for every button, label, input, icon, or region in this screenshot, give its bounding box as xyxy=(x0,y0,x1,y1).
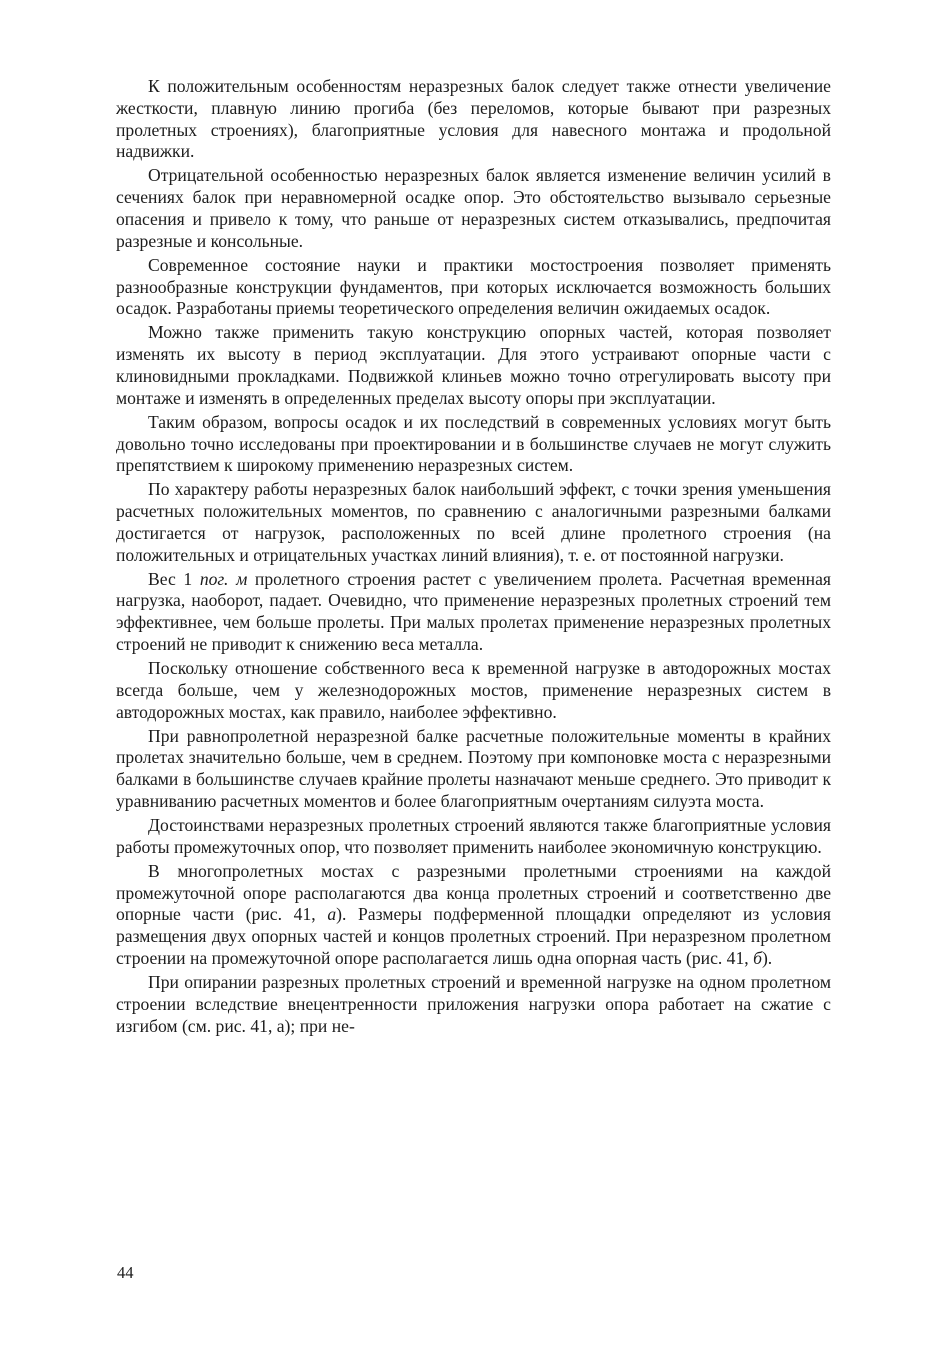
paragraph-settlement: Таким образом, вопросы осадок и их последствий в современных условиях могут быть довольно точно исследованы при проектировании и в большинстве случаев не могут служить препятствием к широкому применению неразрезных систем. xyxy=(116,411,831,476)
page-number: 44 xyxy=(117,1263,134,1282)
page-body xyxy=(116,76,831,1040)
paragraph-disadvantage: Отрицательной особенностью неразрезных балок является изменение величин усилий в сечениях балок при неравномерной осадке опор. Это обстоятельство вызывало серьезные опасения и привело к тому, что раньше от неразрезных систем отказывались, предпочитая разрезные и консольные. xyxy=(116,165,831,251)
paragraph-support-load: При опирании разрезных пролетных строений и временной нагрузке на одном пролетном строении вследствие внецентренности приложения нагрузки опора работает на сжатие с изгибом (см. рис. 41, а); при не- xyxy=(116,971,831,1036)
figure-ref-b: б xyxy=(753,947,762,968)
weight-text-after: пролетного строения растет с увеличением пролета. Расчетная временная нагрузка, наоборот, падает. Очевидно, что применение неразрезных пролетных строений тем эффективнее, чем больше пролеты. При малых пролетах применение неразрезных пролетных строений не приводит к снижению веса металла. xyxy=(116,568,831,655)
weight-text-before: Вес 1 xyxy=(148,568,200,589)
paragraph-foundations: Современное состояние науки и практики мостостроения позволяет применять разнообразные конструкции фундаментов, при которых исключается возможность больших осадок. Разработаны приемы теоретического определения величин ожидаемых осадок. xyxy=(116,254,831,319)
weight-unit-italic: пог. м xyxy=(199,568,248,589)
paragraph-equal-spans: При равнопролетной неразрезной балке расчетные положительные моменты в крайних пролетах значительно больше, чем в среднем. Поэтому при компоновке моста с неразрезными балками в большинстве случаев крайние пролеты назначают меньше среднего. Это приводит к уравниванию расчетных моментов и более благоприятным очертаниям силуэта моста. xyxy=(116,725,831,811)
figure-ref-a: а xyxy=(327,904,337,925)
paragraph-piers: Достоинствами неразрезных пролетных строений являются также благоприятные условия работы промежуточных опор, что позволяет применить наиболее экономичную конструкцию. xyxy=(116,814,831,857)
multispan-part-1: В многопролетных мостах с разрезными пролетными строениями на каждой промежуточной опоре располагаются два конца пролетных строений и соответственно две опорные части (рис. 41, xyxy=(116,860,831,925)
paragraph-weight xyxy=(116,569,831,656)
paragraph-bearings: Можно также применить такую конструкцию опорных частей, которая позволяет изменять их высоту в период эксплуатации. Для этого устраивают опорные части с клиновидными прокладками. Подвижкой клиньев можно точно отрегулировать высоту при монтаже и изменять в определенных пределах высоту опоры при эксплуатации. xyxy=(116,322,831,408)
paragraph-load-effect: По характеру работы неразрезных балок наибольший эффект, с точки зрения уменьшения расчетных положительных моментов, по сравнению с аналогичными разрезными балками достигается от нагрузок, расположенных по всей длине пролетного строения (на положительных и отрицательных участках линий влияния), т. е. от постоянной нагрузки. xyxy=(116,479,831,565)
paragraph-advantages: К положительным особенностям неразрезных балок следует также отнести увеличение жесткости, плавную линию прогиба (без переломов, которые бывают при разрезных пролетных строениях), благоприятные условия для навесного монтажа и продольной надвижки. xyxy=(116,76,831,162)
multispan-part-2: ). Размеры подферменной площадки определяют из условия размещения двух опорных частей и концов пролетных строений. При неразрезном пролетном строении на промежуточной опоре располагается лишь одна опорная часть (рис. 41, xyxy=(116,904,831,968)
paragraph-road-bridges: Поскольку отношение собственного веса к временной нагрузке в автодорожных мостах всегда больше, чем у железнодорожных мостов, применение неразрезных систем в автодорожных мостах, как правило, наиболее эффективно. xyxy=(116,658,831,722)
multispan-part-3: ). xyxy=(761,947,773,968)
paragraph-multispan xyxy=(116,861,831,970)
